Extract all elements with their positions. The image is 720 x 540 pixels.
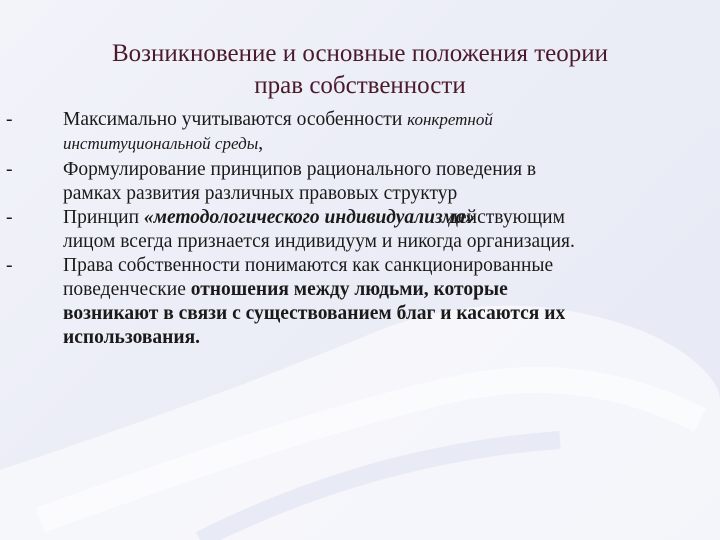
bullet-dash: -	[6, 255, 13, 276]
bullet-dash: -	[6, 159, 13, 180]
title-line-2: прав собственности	[254, 72, 466, 99]
item-line: Принцип «методологического индивидуализма» действующим	[63, 207, 565, 228]
list-item	[0, 254, 700, 350]
list-item	[0, 108, 700, 156]
title-line-1: Возникновение и основные положения теории	[112, 40, 608, 67]
item-line: институциональной среды,	[63, 133, 264, 154]
item-line: поведенческие отношения между людьми, которые	[63, 279, 508, 300]
item-line: Формулирование принципов рационального поведения в	[63, 159, 537, 180]
list-item	[0, 158, 700, 206]
item-line: использования.	[63, 327, 201, 348]
item-line: рамках развития различных правовых структур	[63, 183, 458, 204]
item-line: Права собственности понимаются как санкционированные	[63, 255, 554, 276]
list-item	[0, 206, 700, 254]
bullet-list	[0, 108, 700, 350]
item-line: Максимально учитываются особенности конкретной	[63, 109, 493, 130]
bullet-dash: -	[6, 207, 13, 228]
item-line: лицом всегда признается индивидуум и никогда организация.	[63, 231, 575, 252]
slide-title	[40, 38, 680, 102]
bullet-dash: -	[6, 109, 13, 130]
item-line: возникают в связи с существованием благ и касаются их	[63, 303, 566, 324]
